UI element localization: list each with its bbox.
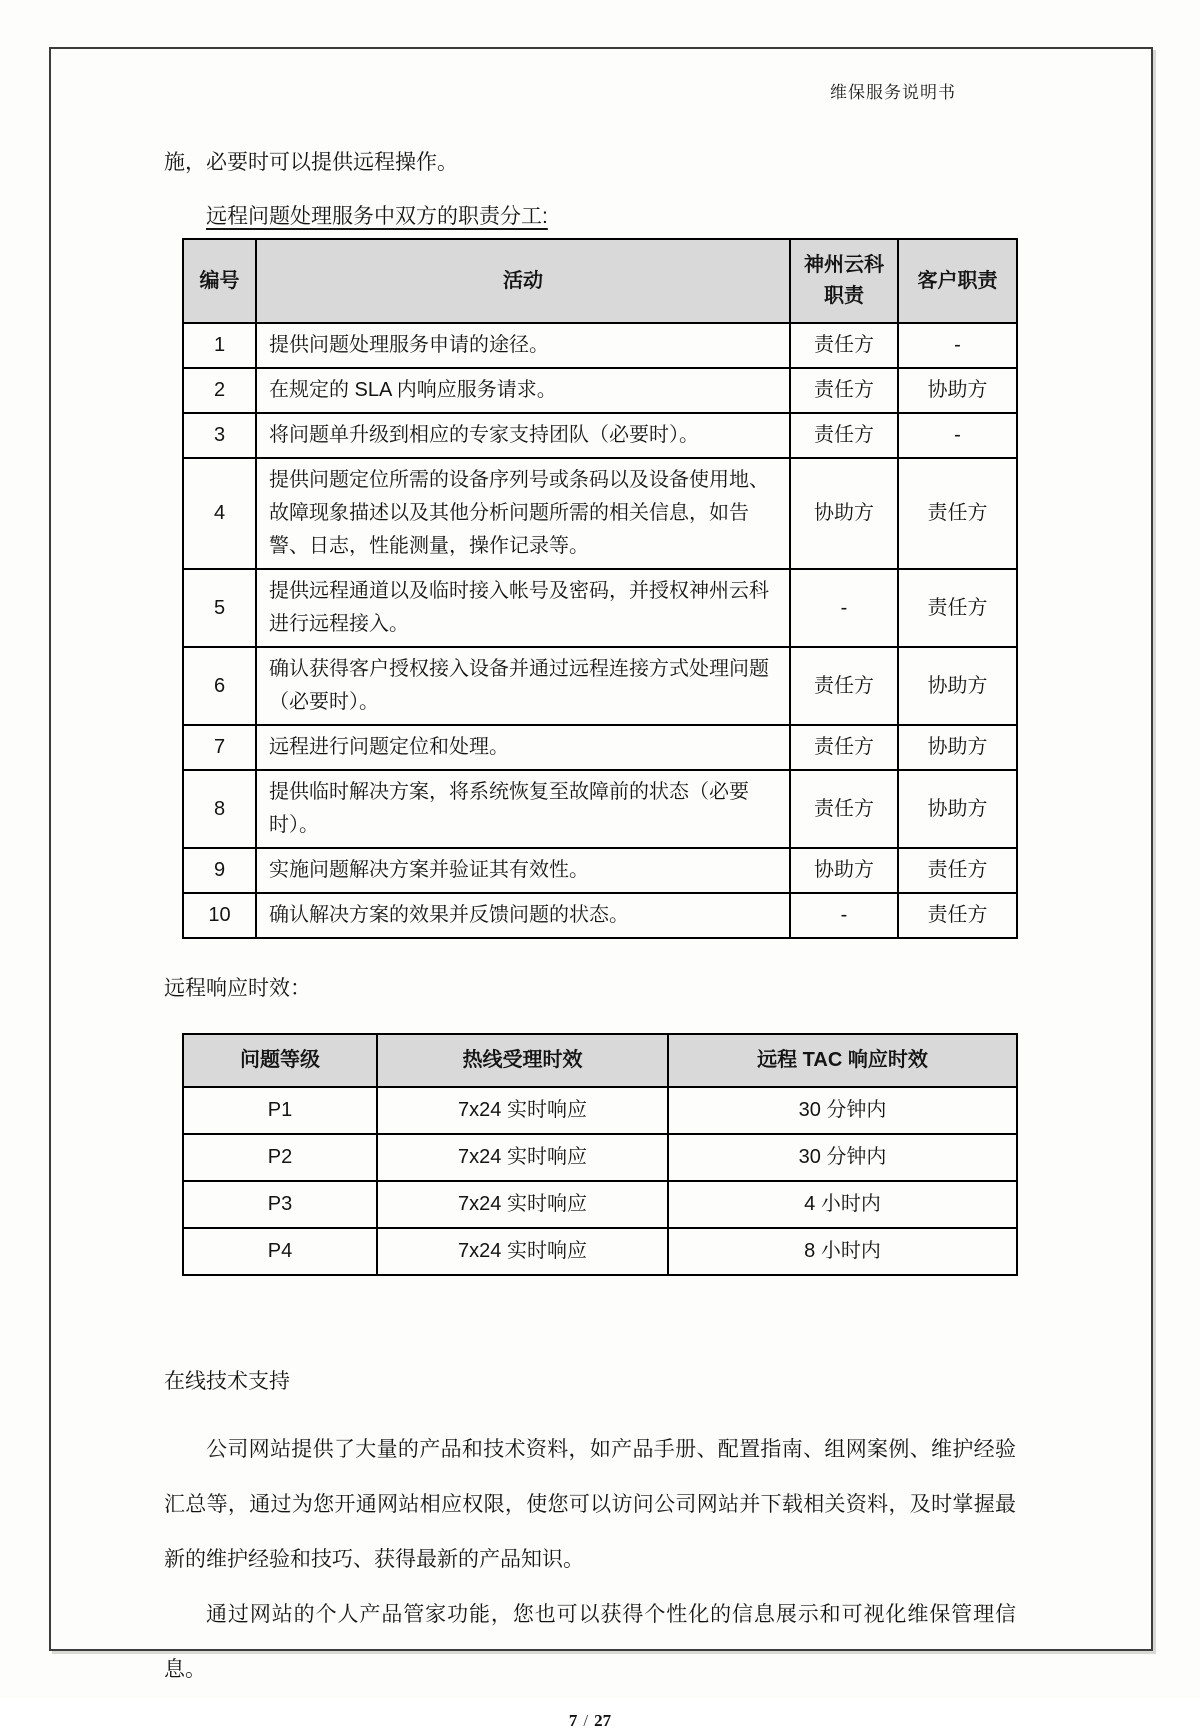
table-row xyxy=(183,1087,1017,1134)
table-row xyxy=(183,893,1017,938)
table-cell: 协助方 xyxy=(898,770,1017,848)
table-cell: 7x24 实时响应 xyxy=(377,1181,668,1228)
table-header-row xyxy=(183,239,1017,323)
table-cell: 30 分钟内 xyxy=(668,1134,1017,1181)
table-cell: 协助方 xyxy=(790,848,898,893)
table-cell: P4 xyxy=(183,1228,377,1275)
table-cell: 实施问题解决方案并验证其有效性。 xyxy=(256,848,790,893)
page-content xyxy=(164,0,1016,1731)
table-cell: 责任方 xyxy=(898,848,1017,893)
table-cell: 协助方 xyxy=(898,725,1017,770)
table-cell: - xyxy=(898,413,1017,458)
table-cell: 责任方 xyxy=(898,458,1017,569)
table-cell: 6 xyxy=(183,647,256,725)
table-cell: - xyxy=(790,893,898,938)
table-cell: 确认解决方案的效果并反馈问题的状态。 xyxy=(256,893,790,938)
online-support-heading: 在线技术支持 xyxy=(164,1370,290,1393)
table-cell: 责任方 xyxy=(790,323,898,368)
table-cell: 提供问题处理服务申请的途径。 xyxy=(256,323,790,368)
page-number-separator: / xyxy=(583,1711,589,1730)
page-number-total: 27 xyxy=(594,1711,612,1730)
responsibility-table-header xyxy=(183,239,1017,323)
table-cell: - xyxy=(898,323,1017,368)
table-row xyxy=(183,1181,1017,1228)
table-cell: 1 xyxy=(183,323,256,368)
table-cell: 提供远程通道以及临时接入帐号及密码，并授权神州云科进行远程接入。 xyxy=(256,569,790,647)
responsibility-table xyxy=(182,238,1018,939)
table-cell: 7x24 实时响应 xyxy=(377,1228,668,1275)
table-row xyxy=(183,413,1017,458)
table-cell: 责任方 xyxy=(898,569,1017,647)
table-cell: 在规定的 SLA 内响应服务请求。 xyxy=(256,368,790,413)
table-cell: 4 xyxy=(183,458,256,569)
table-row xyxy=(183,848,1017,893)
table-row xyxy=(183,323,1017,368)
table-cell: 3 xyxy=(183,413,256,458)
table-header-row xyxy=(183,1034,1017,1087)
table-cell: 30 分钟内 xyxy=(668,1087,1017,1134)
table-header-cell: 活动 xyxy=(256,239,790,323)
table-row xyxy=(183,770,1017,848)
table-cell: 协助方 xyxy=(898,368,1017,413)
table-cell: 7x24 实时响应 xyxy=(377,1087,668,1134)
table-row xyxy=(183,1228,1017,1275)
table-cell: 责任方 xyxy=(898,893,1017,938)
table-cell: 将问题单升级到相应的专家支持团队（必要时）。 xyxy=(256,413,790,458)
table-header-cell: 神州云科职责 xyxy=(790,239,898,323)
table-cell: 8 xyxy=(183,770,256,848)
table-cell: 5 xyxy=(183,569,256,647)
response-time-table xyxy=(182,1033,1018,1276)
response-time-table-header xyxy=(183,1034,1017,1087)
response-time-table-body xyxy=(183,1087,1017,1275)
table-cell: 8 小时内 xyxy=(668,1228,1017,1275)
table-cell: 责任方 xyxy=(790,770,898,848)
table-cell: P1 xyxy=(183,1087,377,1134)
table-cell: 7 xyxy=(183,725,256,770)
table-header-cell: 热线受理时效 xyxy=(377,1034,668,1087)
responsibility-table-caption: 远程问题处理服务中双方的职责分工: xyxy=(206,205,548,228)
table-cell: 责任方 xyxy=(790,647,898,725)
table-cell: 2 xyxy=(183,368,256,413)
page-number xyxy=(164,1711,1016,1731)
table-cell: 4 小时内 xyxy=(668,1181,1017,1228)
table-cell: 责任方 xyxy=(790,368,898,413)
continuation-text: 施，必要时可以提供远程操作。 xyxy=(164,151,458,174)
table-header-cell: 编号 xyxy=(183,239,256,323)
table-header-cell: 远程 TAC 响应时效 xyxy=(668,1034,1017,1087)
table-header-cell: 客户职责 xyxy=(898,239,1017,323)
table-cell: P3 xyxy=(183,1181,377,1228)
table-cell: 提供问题定位所需的设备序列号或条码以及设备使用地、故障现象描述以及其他分析问题所需的相关信息，如告警、日志，性能测量，操作记录等。 xyxy=(256,458,790,569)
table-row xyxy=(183,458,1017,569)
table-row xyxy=(183,1134,1017,1181)
table-cell: 提供临时解决方案，将系统恢复至故障前的状态（必要时）。 xyxy=(256,770,790,848)
table-cell: 协助方 xyxy=(790,458,898,569)
table-row xyxy=(183,647,1017,725)
table-cell: P2 xyxy=(183,1134,377,1181)
table-cell: - xyxy=(790,569,898,647)
page-number-current: 7 xyxy=(568,1711,578,1730)
table-header-cell: 问题等级 xyxy=(183,1034,377,1087)
table-cell: 责任方 xyxy=(790,725,898,770)
response-time-heading: 远程响应时效： xyxy=(164,977,311,1000)
table-row xyxy=(183,725,1017,770)
online-support-paragraph-1: 公司网站提供了大量的产品和技术资料，如产品手册、配置指南、组网案例、维护经验汇总等，通过为您开通网站相应权限，使您可以访问公司网站并下载相关资料，及时掌握最新的维护经验和技巧、获得最新的产品知识。 xyxy=(164,1438,1016,1571)
table-cell: 9 xyxy=(183,848,256,893)
table-cell: 责任方 xyxy=(790,413,898,458)
online-support-paragraph-2: 通过网站的个人产品管家功能，您也可以获得个性化的信息展示和可视化维保管理信息。 xyxy=(164,1603,1016,1681)
table-row xyxy=(183,368,1017,413)
table-cell: 7x24 实时响应 xyxy=(377,1134,668,1181)
responsibility-table-body xyxy=(183,323,1017,938)
table-cell: 远程进行问题定位和处理。 xyxy=(256,725,790,770)
table-cell: 10 xyxy=(183,893,256,938)
document-header-title: 维保服务说明书 xyxy=(830,83,956,102)
table-row xyxy=(183,569,1017,647)
table-cell: 确认获得客户授权接入设备并通过远程连接方式处理问题（必要时）。 xyxy=(256,647,790,725)
table-cell: 协助方 xyxy=(898,647,1017,725)
